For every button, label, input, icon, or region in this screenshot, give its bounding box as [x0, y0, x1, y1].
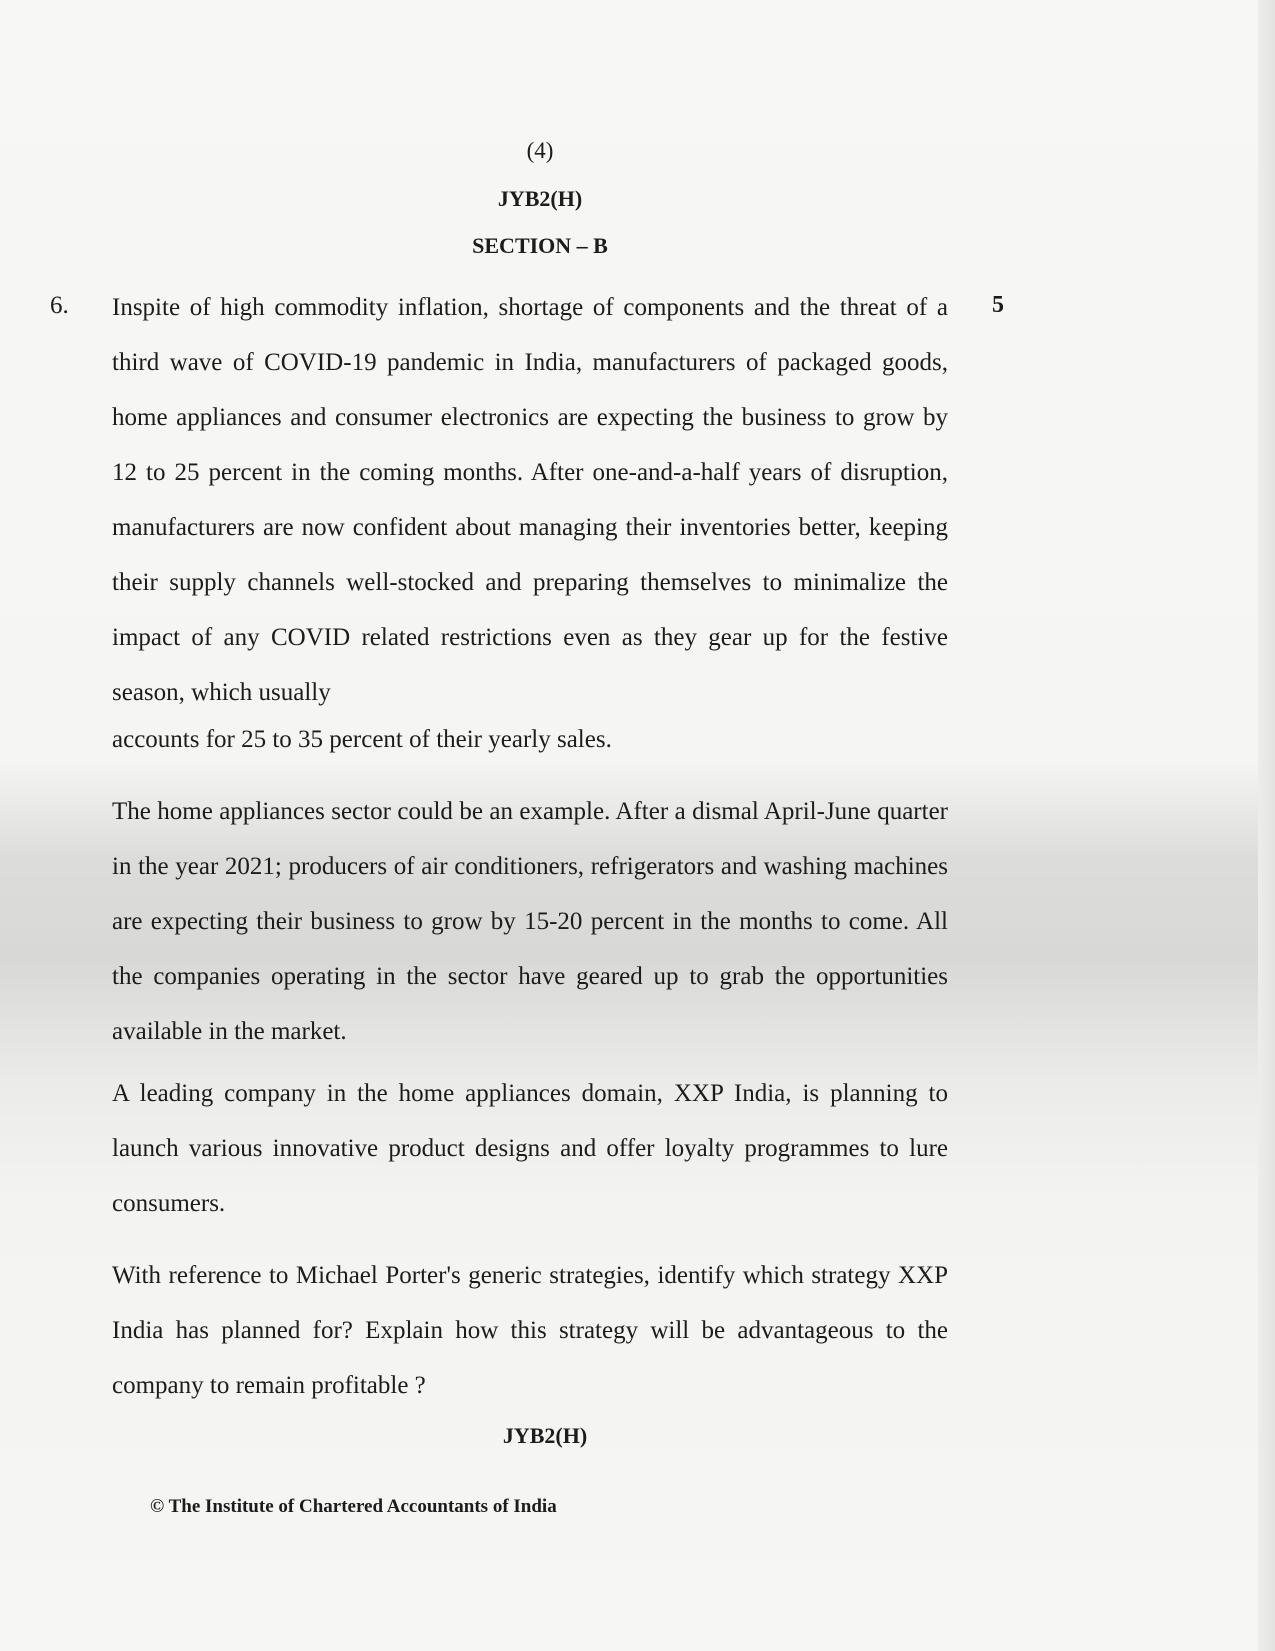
question-marks: 5 [992, 292, 1004, 318]
paragraph-text: Inspite of high commodity inflation, shortage of components and the threat of a third wave of COVID-19 pandemic in India, manufacturers of packaged goods, home appliances and consumer electronics are expecting the business to grow by 12 to 25 percent in the coming months. After one-and-a-half years of disruption, manufacturers are now confident about managing their inventories better, keeping their supply channels well-stocked and preparing themselves to minimalize the impact of any COVID related restrictions even as they gear up for the festive season, which usually [112, 294, 948, 706]
paper-code-footer: JYB2(H) [502, 1423, 588, 1448]
section-title: SECTION – B [472, 233, 608, 258]
question-number: 6. [50, 292, 69, 319]
question-prompt: With reference to Michael Porter's generic strategies, identify which strategy XXP India has planned for? Explain how this strategy will be advantageous to the company to remain profitable ? [112, 1262, 948, 1399]
question-paragraph: A leading company in the home appliances domain, XXP India, is planning to launch various innovative product designs and offer loyalty programmes to lure consumers. [112, 1080, 948, 1217]
page-number: (4) [526, 138, 554, 163]
question-paragraph [112, 280, 948, 767]
paper-code-header: JYB2(H) [497, 186, 583, 211]
copyright-notice: © The Institute of Chartered Accountants of India [150, 1496, 557, 1517]
paragraph-text-end: accounts for 25 to 35 percent of their yearly sales. [112, 726, 612, 753]
question-paragraph: The home appliances sector could be an example. After a dismal April-June quarter in the year 2021; producers of air conditioners, refrigerators and washing machines are expecting their business to grow by 15-20 percent in the months to come. All the companies operating in the sector have geared up to grab the opportunities available in the market. [112, 798, 948, 1045]
